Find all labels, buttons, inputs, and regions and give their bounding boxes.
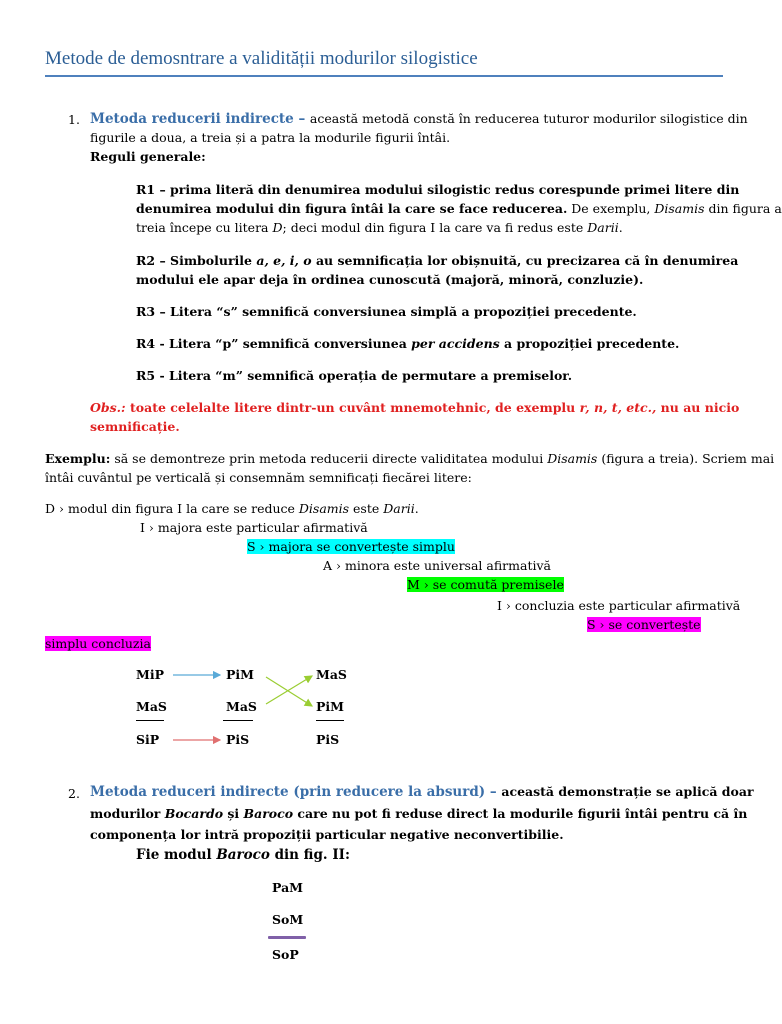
obs-line2: semnificație. xyxy=(90,419,180,434)
rule-r1-line3: treia începe cu litera D; deci modul din figura I la care va fi redus este Darii. xyxy=(136,220,623,235)
premise-conclusion: SoP xyxy=(272,947,299,962)
example-line2: întâi cuvântul pe verticală și consemnăm semnificați fiecărei litere: xyxy=(45,470,472,485)
rule-r2-line1: R2 – Simbolurile a, e, i, o au semnificația lor obișnuită, cu precizarea că în denumirea xyxy=(136,253,739,268)
section2-number: 2. xyxy=(68,786,80,801)
section2-line1: Metoda reduceri indirecte (prin reducere la absurd) – această demonstrație se aplică doar xyxy=(90,784,754,800)
rule-r5: R5 - Litera “m” semnifică operația de permutare a premiselor. xyxy=(136,368,573,383)
section1-intro-line2: figurile a doua, a treia și a patra la modurile figurii întâi. xyxy=(90,130,451,145)
mnemonic-s2: S › se convertește xyxy=(587,617,701,632)
mnemonic-i1: I › majora este particular afirmativă xyxy=(140,520,368,535)
diagram-c2-r3: PiS xyxy=(226,732,250,747)
rules-heading: Reguli generale: xyxy=(90,149,206,164)
section1-intro-line1: Metoda reducerii indirecte – această metodă constă în reducerea tuturor modurilor silogistice din xyxy=(90,111,748,127)
rule-r1-line1: R1 – prima literă din denumirea modului silogistic redus corespunde primei litere din xyxy=(136,182,740,197)
mnemonic-s2-cont: simplu concluzia xyxy=(45,636,151,651)
mnemonic-d: D › modul din figura I la care se reduce Disamis este Darii. xyxy=(45,501,419,516)
obs-label: Obs.: xyxy=(90,400,126,415)
section2-heading: Metoda reduceri indirecte (prin reducere la absurd) xyxy=(90,784,486,800)
example-line1: Exemplu: să se demontreze prin metoda reducerii directe validitatea modului Disamis (figura a treia). Scriem mai xyxy=(45,451,775,466)
premise-underline xyxy=(268,936,306,939)
diagram-c3-r2: PiM xyxy=(316,699,344,714)
mnemonic-a1: A › minora este universal afirmativă xyxy=(323,558,551,573)
diagram-c1-r2: MaS xyxy=(136,699,167,714)
obs-line1: Obs.: toate celelalte litere dintr-un cuvânt mnemotehnic, de exemplu r, n, t, etc., nu au nicio xyxy=(90,400,740,415)
diagram-c2-r1: PiM xyxy=(226,667,254,682)
mnemonic-s1: S › majora se convertește simplu xyxy=(247,539,455,554)
section2-line3: componența lor intră propoziții particular negative neconvertibilie. xyxy=(90,827,564,842)
diagram-c1-r1: MiP xyxy=(136,667,164,682)
diagram-c3-r3: PiS xyxy=(316,732,340,747)
premise-major: PaM xyxy=(272,880,303,895)
diagram-c1-r3: SiP xyxy=(136,732,160,747)
rule-r1-line2: denumirea modului din figura întâi la care se face reducerea. De exemplu, Disamis din figura a xyxy=(136,201,782,216)
page-title: Metode de demosntrare a validității modurilor silogistice xyxy=(45,48,478,69)
section2-line2: modurilor Bocardo și Baroco care nu pot fi reduse direct la modurile figurii întâi pentru că în xyxy=(90,806,748,821)
section1-heading: Metoda reducerii indirecte xyxy=(90,111,294,127)
section2-line4: Fie modul Baroco din fig. II: xyxy=(136,847,350,863)
example-label: Exemplu: xyxy=(45,451,111,466)
mnemonic-i2: I › concluzia este particular afirmativă xyxy=(497,598,741,613)
arrow-pim-to-pim xyxy=(266,677,312,706)
section1-number: 1. xyxy=(68,112,80,127)
mnemonic-m1: M › se comută premisele xyxy=(407,577,564,592)
rule-r2-line2: modului ele apar deja în ordinea cunoscută (majoră, minoră, conzluzie). xyxy=(136,272,644,287)
premise-minor: SoM xyxy=(272,912,304,927)
diagram-c2-r2: MaS xyxy=(226,699,257,714)
rule-r3: R3 – Litera “s” semnifică conversiunea simplă a propoziției precedente. xyxy=(136,304,637,319)
diagram-c3-r1: MaS xyxy=(316,667,347,682)
rule-r4: R4 - Litera “p” semnifică conversiunea per accidens a propoziției precedente. xyxy=(136,336,680,351)
arrow-mas-to-mas xyxy=(266,676,312,704)
